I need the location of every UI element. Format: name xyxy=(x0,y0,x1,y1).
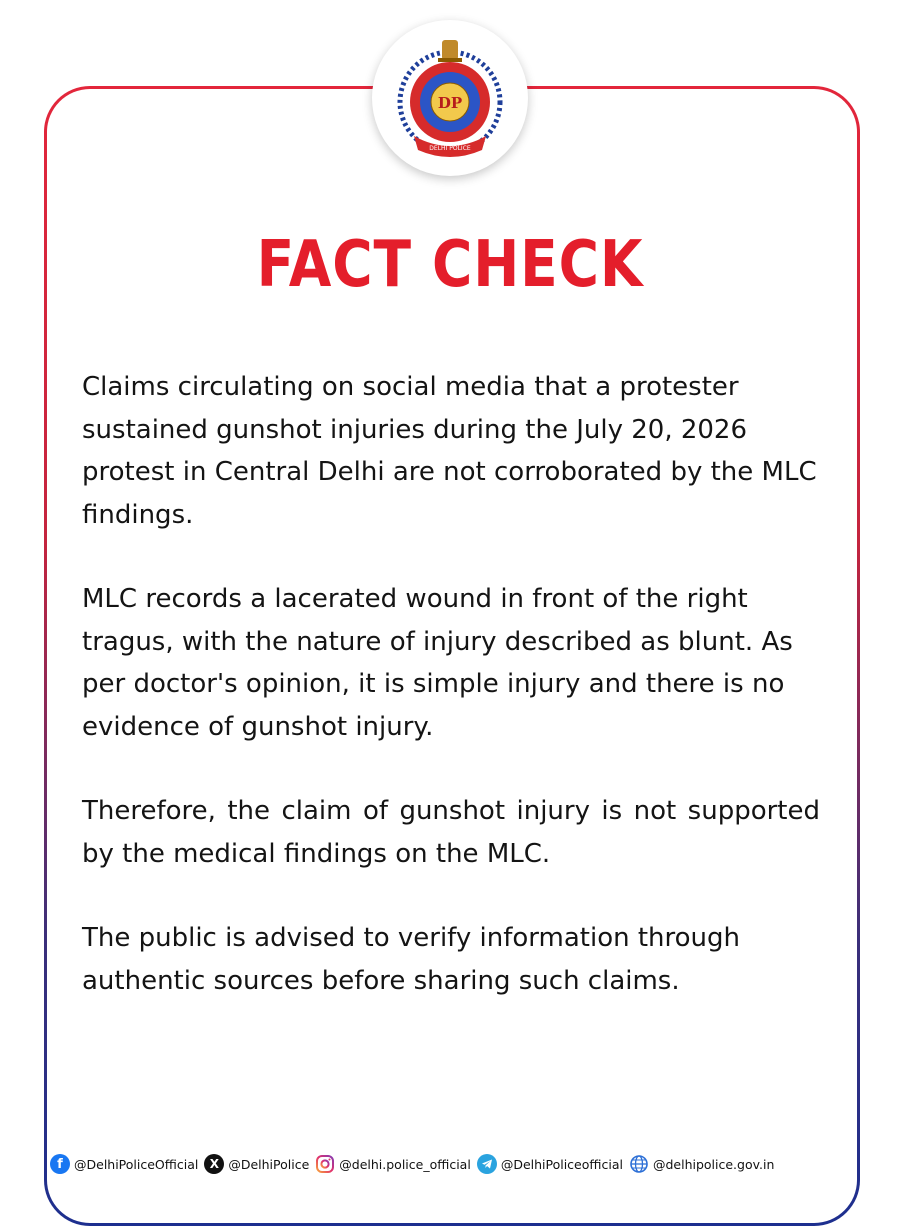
telegram-handle[interactable] xyxy=(477,1154,623,1174)
svg-text:DP: DP xyxy=(437,94,463,112)
x-handle[interactable] xyxy=(204,1154,309,1174)
telegram-handle-text: @DelhiPoliceofficial xyxy=(500,1156,623,1172)
page-title: FACT CHECK xyxy=(256,228,644,302)
logo-badge xyxy=(372,20,528,176)
facebook-handle-text: @DelhiPoliceOfficial xyxy=(74,1156,199,1172)
paragraph-public-advisory: The public is advised to verify information through authentic sources before sharing such claims. xyxy=(82,923,740,996)
delhi-police-emblem-icon xyxy=(384,32,516,164)
globe-icon xyxy=(629,1154,649,1174)
facebook-handle[interactable] xyxy=(50,1154,198,1174)
paragraph-mlc-findings: MLC records a lacerated wound in front of the right tragus, with the nature of injury described as blunt. As per doctor's opinion, it is simple injury and there is no evidence of gunshot injury. xyxy=(82,584,793,742)
telegram-icon xyxy=(477,1154,497,1174)
social-footer xyxy=(50,1150,860,1178)
x-handle-text: @DelhiPolice xyxy=(228,1156,310,1172)
instagram-handle[interactable] xyxy=(315,1154,471,1174)
instagram-icon xyxy=(315,1154,335,1174)
website-handle[interactable] xyxy=(629,1154,774,1174)
instagram-handle-text: @delhi.police_official xyxy=(339,1156,471,1172)
logo-text: DELHI POLICE xyxy=(429,145,471,152)
paragraph-claim: Claims circulating on social media that a protester sustained gunshot injuries during the July 20, 2026 protest in Central Delhi are not corroborated by the MLC findings. xyxy=(82,372,817,530)
x-icon: X xyxy=(204,1154,224,1174)
fact-check-body xyxy=(82,366,820,1044)
paragraph-conclusion: Therefore, the claim of gunshot injury is not supported by the medical findings on the MLC. xyxy=(82,796,820,869)
facebook-icon: f xyxy=(50,1154,70,1174)
website-handle-text: @delhipolice.gov.in xyxy=(652,1156,775,1172)
